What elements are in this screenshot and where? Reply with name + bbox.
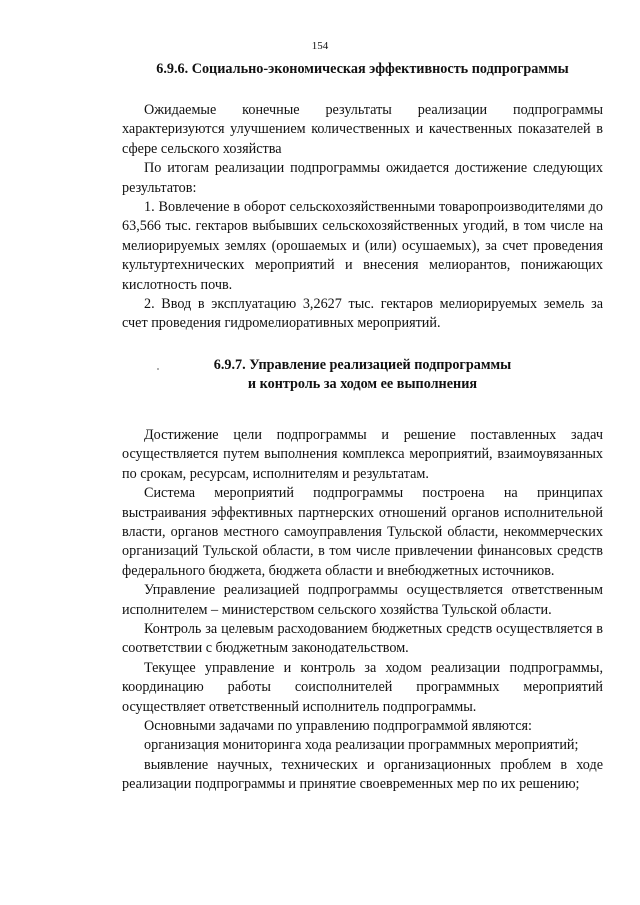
section-6-9-7-paragraph-8: выявление научных, технических и организационных проблем в ходе реализации подпрограммы и принятие своевременных мер по их решению;: [122, 756, 603, 793]
section-6-9-7-heading-line-1: 6.9.7. Управление реализацией подпрограммы: [213, 356, 512, 373]
section-6-9-6-heading: 6.9.6. Социально-экономическая эффективность подпрограммы: [156, 61, 569, 77]
section-6-9-7-paragraph-2: Система мероприятий подпрограммы построена на принципах выстраивания эффективных партнерских отношений органов исполнительной власти, органов местного самоуправления Тульской области, некоммерческих организаций Тульской области, в том числе привлечении финансовых средств федерального бюджета, бюджета области и внебюджетных источников.: [122, 485, 603, 579]
section-6-9-7-paragraph-3: Управление реализацией подпрограммы осуществляется ответственным исполнителем – министерством сельского хозяйства Тульской области.: [122, 582, 603, 618]
section-6-9-7-heading-line-2: и контроль за ходом ее выполнения: [247, 375, 478, 392]
section-6-9-6-paragraph-1: Ожидаемые конечные результаты реализации подпрограммы характеризуются улучшением количественных и качественных показателей в сфере сельского хозяйства: [122, 102, 603, 157]
section-6-9-6-paragraph-2: По итогам реализации подпрограммы ожидается достижение следующих результатов:: [122, 160, 603, 196]
section-6-9-7-paragraph-1: Достижение цели подпрограммы и решение поставленных задач осуществляется путем выполнения комплекса мероприятий, взаимоувязанных по срокам, ресурсам, исполнителям и результатам.: [122, 426, 603, 482]
section-6-9-7-paragraph-6: Основными задачами по управлению подпрограммой являются:: [144, 717, 532, 734]
document-body: [122, 60, 603, 795]
results-item-1: 1. Вовлечение в оборот сельскохозяйственными товаропроизводителями до 63,566 тыс. гектаров выбывших сельскохозяйственных угодий, в том числе на мелиорируемых землях (орошаемых и (или) осушаемых), за счет проведения культуртехнических мероприятий и внесения мелиорантов, понижающих кислотность почв.: [122, 199, 603, 293]
section-6-9-7-paragraph-7: организация мониторинга хода реализации программных мероприятий;: [144, 737, 579, 754]
page-number: 154: [311, 40, 329, 52]
section-6-9-7-paragraph-5: Текущее управление и контроль за ходом реализации подпрограммы, координацию работы соисполнителей программных мероприятий осуществляет ответственный исполнитель подпрограммы.: [122, 659, 603, 715]
scan-speck: [157, 368, 159, 370]
results-item-2: 2. Ввод в эксплуатацию 3,2627 тыс. гектаров мелиорируемых земель за счет проведения гидромелиоративных мероприятий.: [122, 296, 603, 332]
section-6-9-7-paragraph-4: Контроль за целевым расходованием бюджетных средств осуществляется в соответствии с бюджетным законодательством.: [122, 620, 603, 657]
